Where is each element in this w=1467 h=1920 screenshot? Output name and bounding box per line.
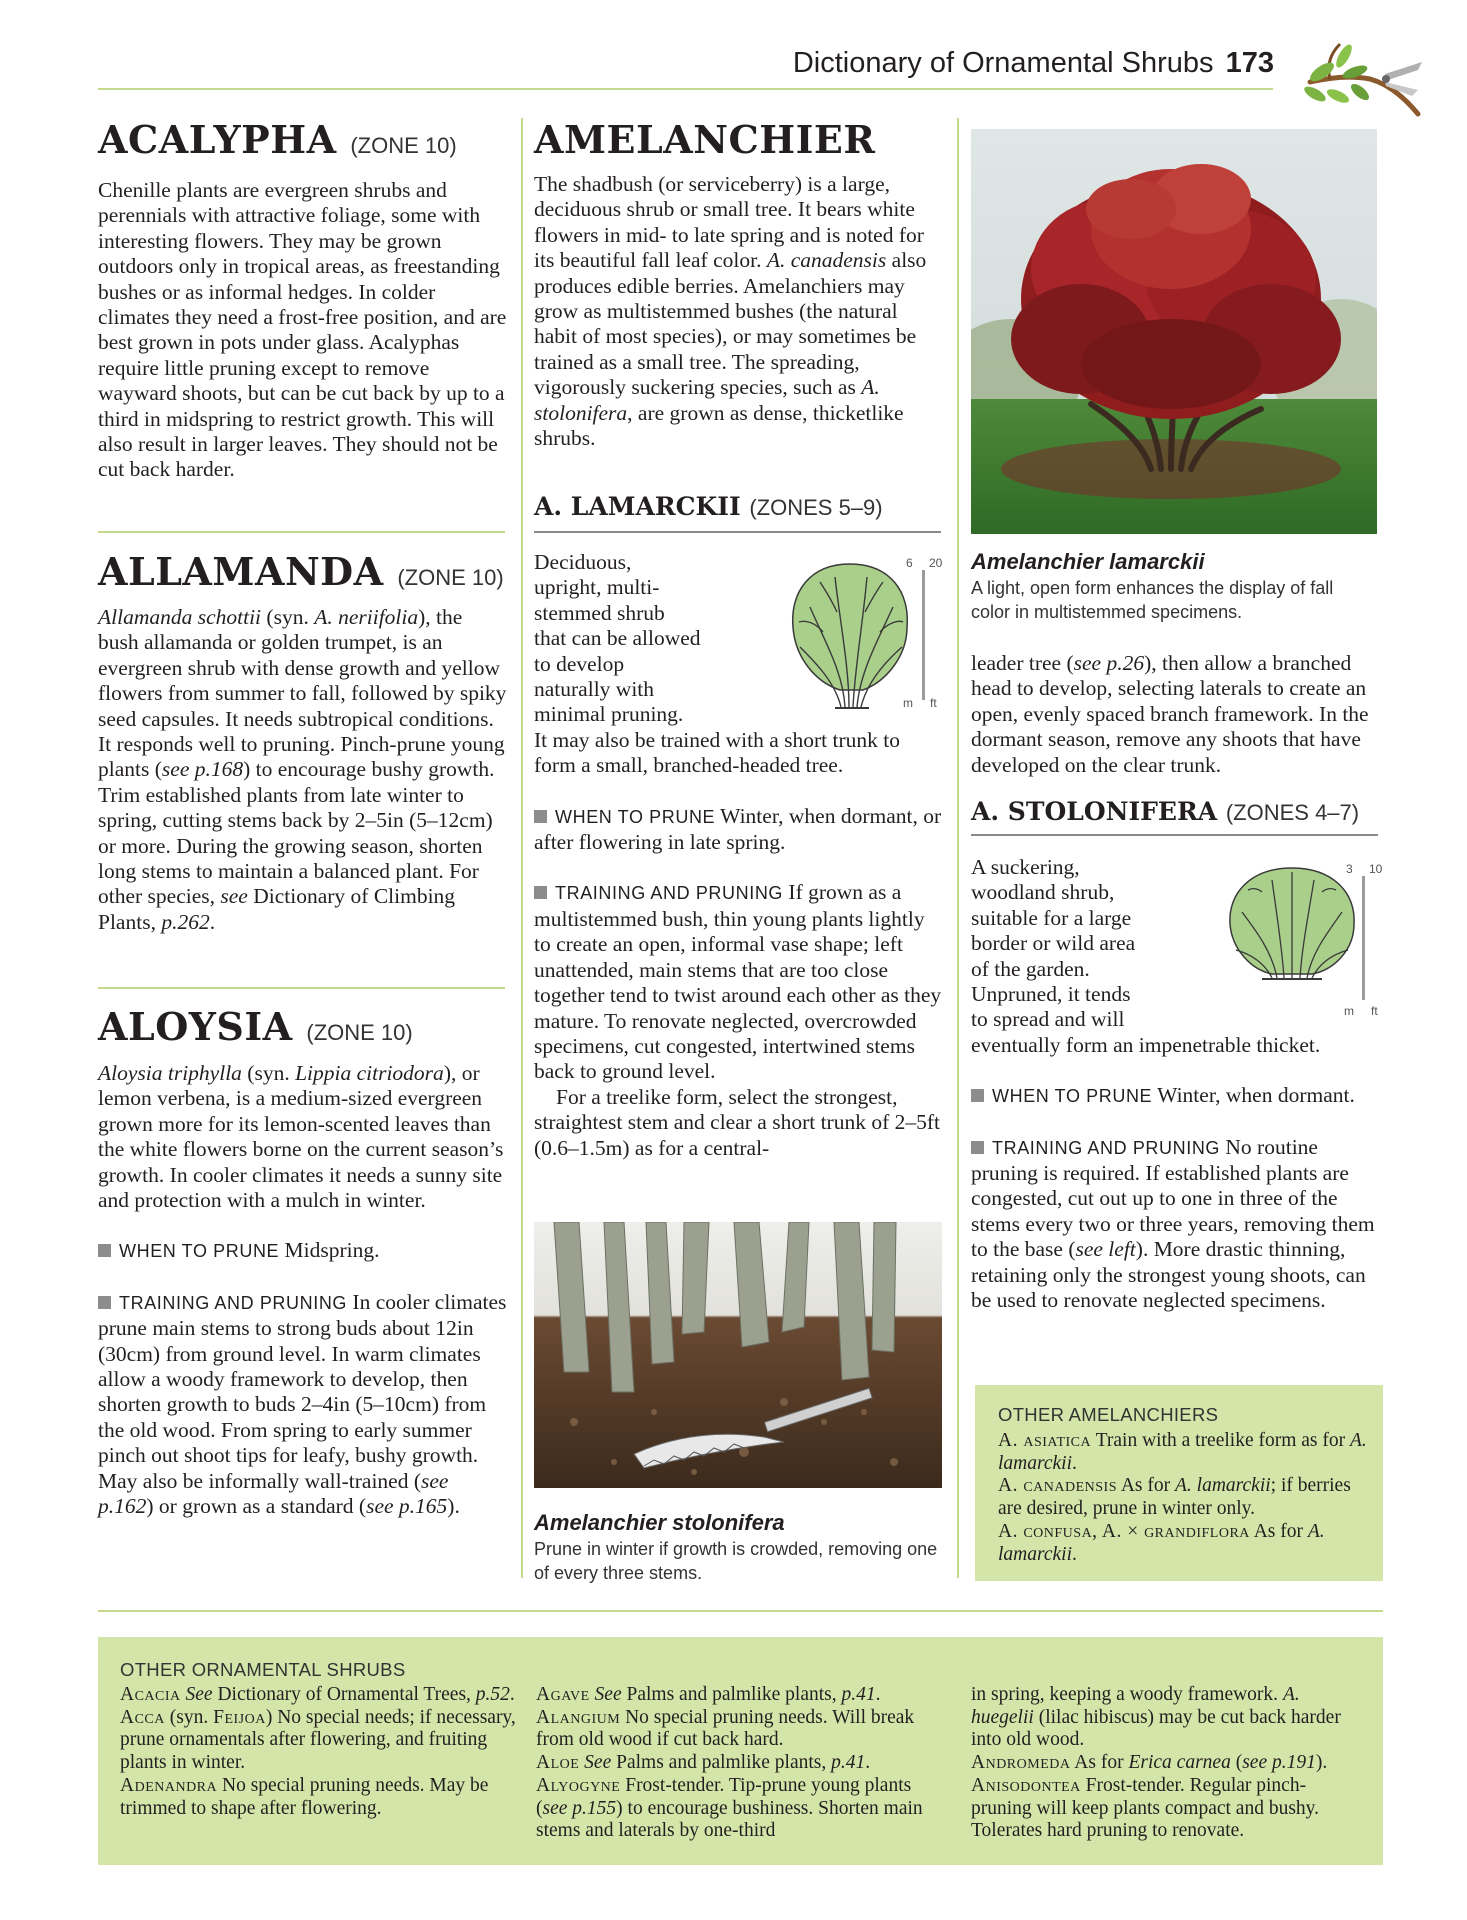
lamarckii-line: naturally with	[534, 677, 655, 702]
lamarckii-tree-photo	[971, 129, 1377, 534]
lamarckii-text-cont: It may also be trained with a short trunk to form a small, branched-headed tree.	[534, 727, 901, 778]
list-item: Aloe See Palms and palmlike plants, p.41.	[536, 1752, 871, 1774]
allamanda-entry	[98, 550, 508, 935]
stolonifera-line: suitable for a large	[971, 905, 1132, 930]
lamarckii-training: TRAINING AND PRUNING If grown as a multistemmed bush, thin young plants lightly to create an open, informal vase shape; left unattended, main stems that are too close together tend to twist around each other as they mature. To renovate neglected, overcrowded specimens, cut congested, intertwined stems back to ground level.	[534, 880, 942, 1084]
lamarckii-line: minimal pruning.	[534, 702, 684, 727]
stolonifera-entry	[971, 797, 1381, 828]
list-item: Alyogyne Frost-tender. Tip-prune young plants (see p.155) to encourage bushiness. Shorten main stems and laterals by one-third	[536, 1774, 923, 1842]
amelanchier-entry	[534, 118, 944, 451]
stems-caption-title: Amelanchier stolonifera	[534, 1510, 785, 1535]
other-amelanchiers-list	[998, 1430, 1368, 1566]
amelanchier-heading: AMELANCHIER	[534, 117, 876, 162]
stolonifera-scale-m: 3	[1346, 862, 1353, 876]
acalypha-entry	[98, 118, 508, 483]
aloysia-text: Aloysia triphylla (syn. Lippia citriodora), or lemon verbena, is a medium-sized evergreen grown more for its lemon-scented leaves than the white flowers borne on the current season’s growth. In cooler climates it needs a sunny site and protection with a mulch in winter.	[98, 1061, 504, 1213]
allamanda-heading: ALLAMANDA (ZONE 10)	[98, 549, 504, 594]
bottom-rule	[98, 1610, 1383, 1612]
lamarckii-leader-text: leader tree (see p.26), then allow a branched head to develop, selecting laterals to create an open, evenly spaced branch framework. In the dormant season, remove any shoots that have developed on the clear trunk.	[971, 651, 1369, 777]
lamarckii-line: to develop	[534, 651, 625, 676]
list-item: A. confusa, A. × grandiflora As for A. lamarckii.	[998, 1520, 1325, 1565]
tree-caption	[971, 548, 1377, 624]
list-item: Agave See Palms and palmlike plants, p.41.	[536, 1684, 881, 1705]
allamanda-text: Allamanda schottii (syn. A. neriifolia), the bush allamanda or golden trumpet, is an evergreen shrub with dense growth and yellow flowers from summer to fall, followed by spiky seed capsules. It needs subtropical conditions. It responds well to pruning. Pinch-prune young plants (see p.168) to encourage bushy growth. Trim established plants from late winter to spring, cutting stems back by 2–5in (5–12cm) or more. During the growing season, shorten long stems to maintain a balanced plant. For other species, see Dictionary of Climbing Plants, p.262.	[98, 605, 507, 934]
stolonifera-stems-photo	[534, 1222, 942, 1488]
stolonifera-scale-ft: 10	[1369, 862, 1383, 876]
lamarckii-unit-ft: ft	[930, 696, 937, 710]
lamarckii-line: Deciduous,	[534, 550, 632, 574]
stems-caption-text: Prune in winter if growth is crowded, removing one of every three stems.	[534, 1539, 938, 1583]
list-item: in spring, keeping a woody framework. A. huegelii (lilac hibiscus) may be cut back harder into old wood.	[971, 1684, 1341, 1751]
divider-allamanda	[98, 987, 505, 989]
tree-caption-text: A light, open form enhances the display of fall color in multistemmed specimens.	[971, 578, 1334, 622]
stolonifera-line: Unpruned, it tends	[971, 982, 1131, 1007]
header-title: Dictionary of Ornamental Shrubs	[792, 47, 1214, 79]
lamarckii-scale-bar	[922, 570, 925, 700]
stolonifera-line: to spread and will	[971, 1007, 1125, 1032]
header-rule	[98, 88, 1273, 90]
lamarckii-treelike: For a treelike form, select the strongest, straightest stem and clear a short trunk of 2–5ft (0.6–1.5m) as for a central-	[534, 1084, 941, 1160]
aloysia-entry	[98, 1005, 508, 1520]
list-item: A. asiatica Train with a treelike form as for A. lamarckii.	[998, 1430, 1367, 1474]
stolonifera-rule	[971, 834, 1378, 836]
list-item: A. canadensis As for A. lamarckii; if berries are desired, prune in winter only.	[998, 1475, 1351, 1520]
divider-acalypha	[98, 531, 505, 533]
stolonifera-shrub-illustration	[1222, 862, 1362, 982]
tree-caption-title: Amelanchier lamarckii	[971, 549, 1205, 574]
col-divider-v2	[957, 118, 959, 1578]
list-item: Andromeda As for Erica carnea (see p.191).	[971, 1752, 1328, 1774]
pruning-branch-icon	[1300, 34, 1425, 124]
aloysia-training: TRAINING AND PRUNING In cooler climates prune main stems to strong buds about 12in (30cm) from ground level. In warm climates allow a woody framework to develop, then shorten growth to buds 2–4in (5–10cm) from the old wood. From spring to early summer pinch out shoot tips for leafy, bushy growth. May also be informally wall-trained (see p.162) or grown as a standard (see p.165).	[98, 1289, 507, 1519]
aloysia-when-to-prune: WHEN TO PRUNE Midspring.	[98, 1238, 508, 1264]
lamarckii-heading: A. LAMARCKII (ZONES 5–9)	[534, 492, 883, 521]
running-header	[793, 45, 1274, 81]
stems-caption	[534, 1509, 944, 1585]
amelanchier-text: The shadbush (or serviceberry) is a large, deciduous shrub or small tree. It bears white flowers in mid- to late spring and is noted for its beautiful fall leaf color. A. canadensis also produces edible berries. Amelanchiers may grow as multistemmed bushes (the natural habit of most species), or may sometimes be trained as a small tree. The spreading, vigorously suckering species, such as A. stolonifera, are grown as dense, thicketlike shrubs.	[534, 172, 927, 451]
col-divider-v	[521, 118, 523, 1578]
stolonifera-when-to-prune: WHEN TO PRUNE Winter, when dormant.	[971, 1083, 1381, 1109]
stolonifera-line: border or wild area	[971, 931, 1136, 956]
list-item: Acca (syn. Feijoa) No special needs; if necessary, prune ornamentals after flowering, and fruiting plants in winter.	[120, 1706, 516, 1774]
lamarckii-unit-m: m	[903, 696, 913, 710]
list-item: Acacia See Dictionary of Ornamental Trees, p.52.	[120, 1684, 515, 1705]
page-number: 173	[1225, 47, 1274, 79]
other-shrubs-col1	[120, 1684, 520, 1820]
other-shrubs-col3	[971, 1684, 1366, 1843]
other-shrubs-heading: OTHER ORNAMENTAL SHRUBS	[120, 1659, 406, 1680]
lamarckii-when-to-prune: WHEN TO PRUNE Winter, when dormant, or after flowering in late spring.	[534, 803, 942, 855]
lamarckii-scale-m: 6	[906, 556, 913, 570]
stolonifera-line: of the garden.	[971, 956, 1090, 981]
lamarckii-line: upright, multi-	[534, 575, 660, 600]
other-amelanchiers-heading: OTHER AMELANCHIERS	[998, 1404, 1219, 1425]
lamarckii-rule	[534, 531, 941, 533]
acalypha-text: Chenille plants are evergreen shrubs and perennials with attractive foliage, some with interesting flowers. They may be grown outdoors only in tropical areas, as freestanding bushes or as informal hedges. In colder climates they need a frost-free position, and are best grown in pots under glass. Acalyphas require little pruning except to remove wayward shoots, but can be cut back by up to a third in midspring to restrict growth. This will also result in larger leaves. They should not be cut back harder.	[98, 178, 507, 482]
list-item: Alangium No special pruning needs. Will break from old wood if cut back hard.	[536, 1706, 915, 1751]
stolonifera-training: TRAINING AND PRUNING No routine pruning is required. If established plants are congested, cut out up to one in three of the stems every two or three years, removing them to the base (see left). More drastic thinning, retaining only the strongest young shoots, can be used to renovate neglected specimens.	[971, 1134, 1375, 1313]
stolonifera-heading: A. STOLONIFERA (ZONES 4–7)	[971, 797, 1360, 826]
acalypha-heading: ACALYPHA (ZONE 10)	[98, 117, 457, 162]
aloysia-heading: ALOYSIA (ZONE 10)	[98, 1004, 413, 1049]
stolonifera-unit-m: m	[1344, 1004, 1354, 1018]
stolonifera-line: woodland shrub,	[971, 880, 1115, 905]
other-amelanchiers-box	[975, 1385, 1383, 1581]
lamarckii-entry	[534, 492, 944, 523]
lamarckii-line: that can be allowed	[534, 626, 701, 651]
stolonifera-unit-ft: ft	[1371, 1004, 1378, 1018]
other-shrubs-box	[98, 1637, 1383, 1865]
stolonifera-text-cont: eventually form an impenetrable thicket.	[971, 1032, 1321, 1057]
stolonifera-scale-bar	[1362, 876, 1365, 1000]
list-item: Adenandra No special pruning needs. May be trimmed to shape after flowering.	[120, 1774, 489, 1819]
lamarckii-scale-ft: 20	[929, 556, 943, 570]
list-item: Anisodontea Frost-tender. Regular pinch-pruning will keep plants compact and bushy. Tolerates hard pruning to renovate.	[971, 1774, 1320, 1842]
other-shrubs-col2	[536, 1684, 941, 1843]
lamarckii-shrub-illustration	[785, 552, 915, 712]
stolonifera-line: A suckering,	[971, 855, 1080, 879]
lamarckii-line: stemmed shrub	[534, 600, 665, 625]
